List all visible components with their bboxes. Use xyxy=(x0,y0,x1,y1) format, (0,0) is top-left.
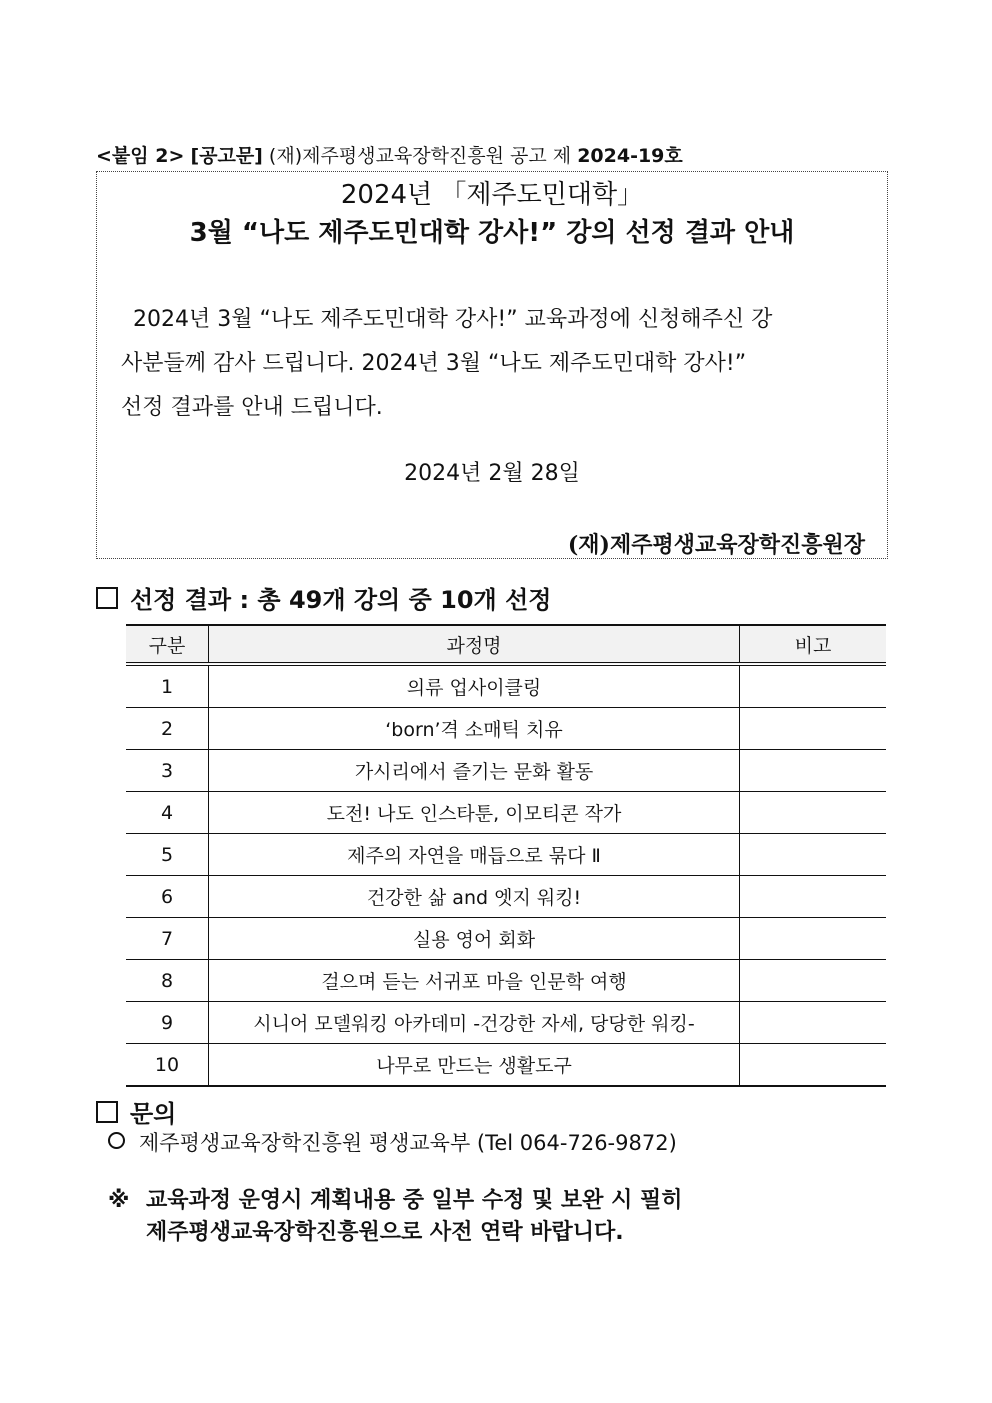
row-no: 9 xyxy=(126,1002,209,1044)
table-row xyxy=(126,834,886,876)
row-note xyxy=(740,750,887,792)
inquiry-section-heading xyxy=(96,1094,176,1129)
footnote xyxy=(108,1185,682,1249)
bullet-circle-icon xyxy=(108,1132,125,1149)
column-header-no: 구분 xyxy=(126,625,209,664)
notice-title-line2: 3월 “나도 제주도민대학 강사!” 강의 선정 결과 안내 xyxy=(189,218,795,248)
row-note xyxy=(740,1002,887,1044)
row-note xyxy=(740,792,887,834)
results-section-heading xyxy=(96,580,551,615)
column-header-note: 비고 xyxy=(740,625,887,664)
notice-body-line3: 선정 결과를 안내 드립니다. xyxy=(121,395,383,420)
notice-org: (재)제주평생교육장학진흥원 공고 제 xyxy=(268,145,572,167)
row-note xyxy=(740,1044,887,1087)
table-row xyxy=(126,1002,886,1044)
row-course-name: 도전! 나도 인스타툰, 이모티콘 작가 xyxy=(209,792,740,834)
row-course-name: ‘born’격 소매틱 치유 xyxy=(209,708,740,750)
table-header-row xyxy=(126,625,886,664)
row-note xyxy=(740,960,887,1002)
row-course-name: 건강한 삶 and 엣지 워킹! xyxy=(209,876,740,918)
row-course-name: 제주의 자연을 매듭으로 묶다 Ⅱ xyxy=(209,834,740,876)
row-course-name: 실용 영어 회화 xyxy=(209,918,740,960)
notice-body-line1: 2024년 3월 “나도 제주도민대학 강사!” 교육과정에 신청해주신 강 xyxy=(133,307,773,332)
table-row xyxy=(126,918,886,960)
notice-box xyxy=(96,171,888,559)
row-note xyxy=(740,918,887,960)
row-no: 8 xyxy=(126,960,209,1002)
notice-date: 2024년 2월 28일 xyxy=(404,461,580,486)
row-no: 7 xyxy=(126,918,209,960)
notice-body-line2: 사분들께 감사 드립니다. 2024년 3월 “나도 제주도민대학 강사!” xyxy=(121,351,747,376)
row-note xyxy=(740,834,887,876)
row-note xyxy=(740,876,887,918)
notice-signer: (재)제주평생교육장학진흥원장 xyxy=(567,532,865,558)
notice-header xyxy=(96,141,683,168)
inquiry-heading-text: 문의 xyxy=(130,1100,177,1128)
table-row xyxy=(126,750,886,792)
column-header-name: 과정명 xyxy=(209,625,740,664)
checkbox-icon xyxy=(96,587,118,609)
row-course-name: 걸으며 듣는 서귀포 마을 인문학 여행 xyxy=(209,960,740,1002)
table-row xyxy=(126,1044,886,1087)
inquiry-contact xyxy=(108,1127,677,1157)
row-course-name: 나무로 만드는 생활도구 xyxy=(209,1044,740,1087)
row-note xyxy=(740,708,887,750)
notice-body xyxy=(121,298,865,430)
table-row xyxy=(126,792,886,834)
row-no: 3 xyxy=(126,750,209,792)
results-table xyxy=(126,624,886,1087)
row-no: 10 xyxy=(126,1044,209,1087)
row-no: 2 xyxy=(126,708,209,750)
row-no: 5 xyxy=(126,834,209,876)
row-note xyxy=(740,664,887,708)
row-no: 4 xyxy=(126,792,209,834)
attachment-label: <붙임 2> xyxy=(96,145,185,167)
table-row xyxy=(126,876,886,918)
notice-title-line1: 2024년 「제주도민대학」 xyxy=(340,180,644,210)
table-row xyxy=(126,960,886,1002)
footnote-line2: 제주평생교육장학진흥원으로 사전 연락 바랍니다. xyxy=(146,1220,624,1245)
reference-mark-icon: ※ xyxy=(108,1188,130,1213)
table-row xyxy=(126,708,886,750)
row-course-name: 의류 업사이클링 xyxy=(209,664,740,708)
notice-number: 2024-19호 xyxy=(577,145,683,167)
results-heading-text: 선정 결과 : 총 49개 강의 중 10개 선정 xyxy=(130,586,552,614)
inquiry-contact-text: 제주평생교육장학진흥원 평생교육부 (Tel 064-726-9872) xyxy=(139,1131,677,1155)
row-course-name: 가시리에서 즐기는 문화 활동 xyxy=(209,750,740,792)
table-row xyxy=(126,664,886,708)
row-course-name: 시니어 모델워킹 아카데미 -건강한 자세, 당당한 워킹- xyxy=(209,1002,740,1044)
notice-type-label: [공고문] xyxy=(190,145,263,167)
row-no: 6 xyxy=(126,876,209,918)
row-no: 1 xyxy=(126,664,209,708)
footnote-line1: 교육과정 운영시 계획내용 중 일부 수정 및 보완 시 필히 xyxy=(146,1188,683,1213)
checkbox-icon xyxy=(96,1101,118,1123)
